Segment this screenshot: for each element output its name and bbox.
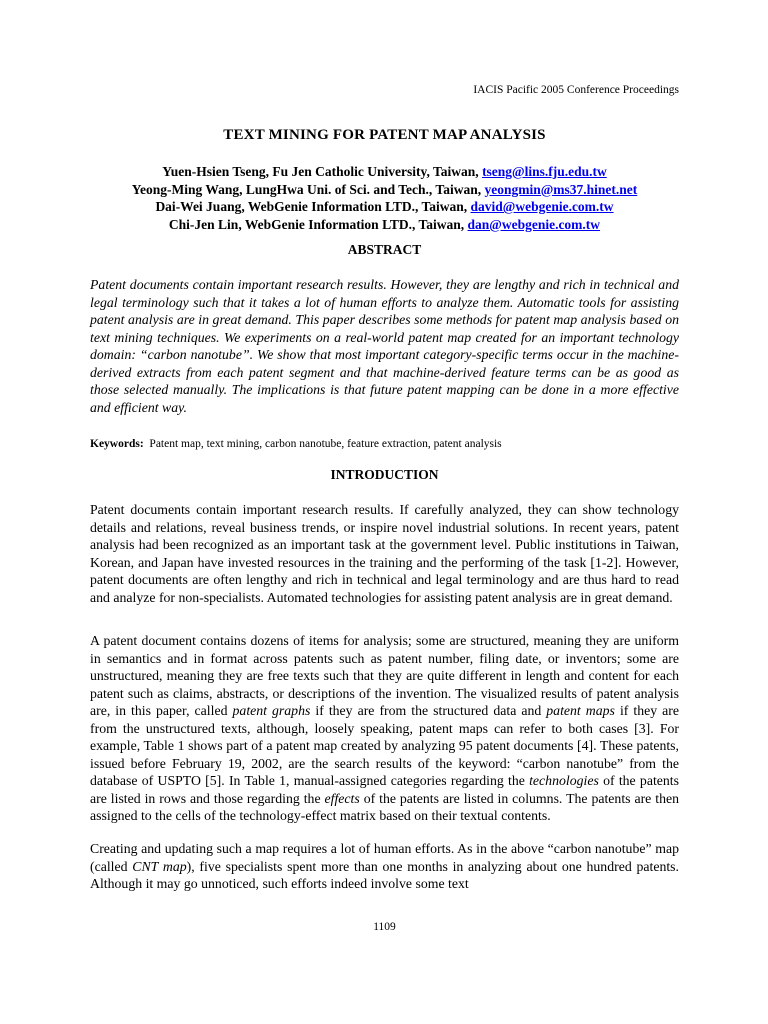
keywords-line xyxy=(90,438,679,450)
emphasis-term: patent graphs xyxy=(232,703,311,718)
author-email-link[interactable]: yeongmin@ms37.hinet.net xyxy=(484,181,638,197)
page-number: 1109 xyxy=(373,921,396,933)
paper-title: TEXT MINING FOR PATENT MAP ANALYSIS xyxy=(223,127,546,143)
author-email-link[interactable]: tseng@lins.fju.edu.tw xyxy=(482,164,607,179)
text-run: ), five specialists spent more than one months in analyzing about one hundred patents. Although it may go unnoticed, such efforts indeed involve some text xyxy=(90,858,679,891)
author-affiliation: Dai-Wei Juang, WebGenie Information LTD., Taiwan, xyxy=(155,199,468,214)
intro-paragraph-1: Patent documents contain important research results. If carefully analyzed, they can show technology details and relations, reveal business trends, or inspire novel industrial solutions. In recent years, patent analysis had been recognized as an important task at the government level. Public institutions in Taiwan, Korean, and Japan have invested resources in the training and the performing of the task [1-2]. However, patent documents are often lengthy and rich in technical and legal terminology and are thus hard to read and analyze for non-specialists. Automated technologies for assisting patent analysis are in great demand. xyxy=(90,502,679,605)
text-run: A patent document contains dozens of items for analysis; some are structured, meaning they are uniform in semantics and in format across patents such as patent number, filing date, or inventors; some are unstructured, meaning they are free texts such that they are quite different in length and content for each patent such as claims, abstracts, or descriptions of the invention. The visualized results of patent analysis are, in this paper, called xyxy=(90,633,679,718)
text-run: of the patents are listed in columns. The patents are then assigned to the cells of the technology-effect matrix based on their textual contents. xyxy=(90,790,679,823)
running-header: IACIS Pacific 2005 Conference Proceedings xyxy=(473,84,679,96)
author-email-link[interactable]: david@webgenie.com.tw xyxy=(470,199,614,214)
emphasis-term: technologies xyxy=(529,773,599,788)
intro-paragraph-3 xyxy=(90,840,679,893)
paper-page xyxy=(90,0,679,1024)
author-email-link[interactable]: dan@webgenie.com.tw xyxy=(467,216,601,232)
author-line xyxy=(90,181,679,199)
emphasis-term: patent maps xyxy=(546,703,615,718)
text-run: Creating and updating such a map requires a lot of human efforts. As in the above “carbon nanotube” map (called xyxy=(90,841,679,874)
intro-paragraph-2 xyxy=(90,632,679,825)
keywords-label: Keywords: xyxy=(90,438,144,450)
text-run: if they are from the structured data and xyxy=(310,703,547,718)
text-run: if they are from the unstructured texts, although, loosely speaking, patent maps can refer to both cases [3]. For example, Table 1 shows part of a patent map created by analyzing 95 patent documents [4]. These patents, issued before February 19, 2002, are the search results of the keyword: “carbon nanotube” from the database of USPTO [5]. In Table 1, manual-assigned categories regarding the xyxy=(90,703,679,788)
author-affiliation: Chi-Jen Lin, WebGenie Information LTD., Taiwan, xyxy=(168,216,465,232)
author-line xyxy=(90,198,679,216)
text-run: of the patents are listed in rows and those regarding the xyxy=(90,773,679,806)
abstract-heading: ABSTRACT xyxy=(347,242,422,257)
author-line xyxy=(90,163,679,181)
introduction-heading: INTRODUCTION xyxy=(330,467,439,482)
author-list xyxy=(90,163,679,233)
author-affiliation: Yuen-Hsien Tseng, Fu Jen Catholic University, Taiwan, xyxy=(162,164,479,179)
author-affiliation: Yeong-Ming Wang, LungHwa Uni. of Sci. and Tech., Taiwan, xyxy=(131,181,482,197)
keywords-text: Patent map, text mining, carbon nanotube, feature extraction, patent analysis xyxy=(149,438,502,450)
emphasis-term: effects xyxy=(324,790,360,806)
abstract-body: Patent documents contain important research results. However, they are lengthy and rich in technical and legal terminology such that it takes a lot of human efforts to analyze them. Automatic tools for assisting patent analysis are in great demand. This paper describes some methods for patent map analysis based on text mining techniques. We experiments on a real-world patent map created for an important technology domain: “carbon nanotube”. We show that most important category-specific terms occur in the machine-derived extracts from each patent segment and that machine-derived feature terms can be as good as those selected manually. The implications is that future patent mapping can be done in a more effective and efficient way. xyxy=(90,277,679,415)
author-line xyxy=(90,216,679,234)
emphasis-term: CNT map xyxy=(132,858,187,874)
